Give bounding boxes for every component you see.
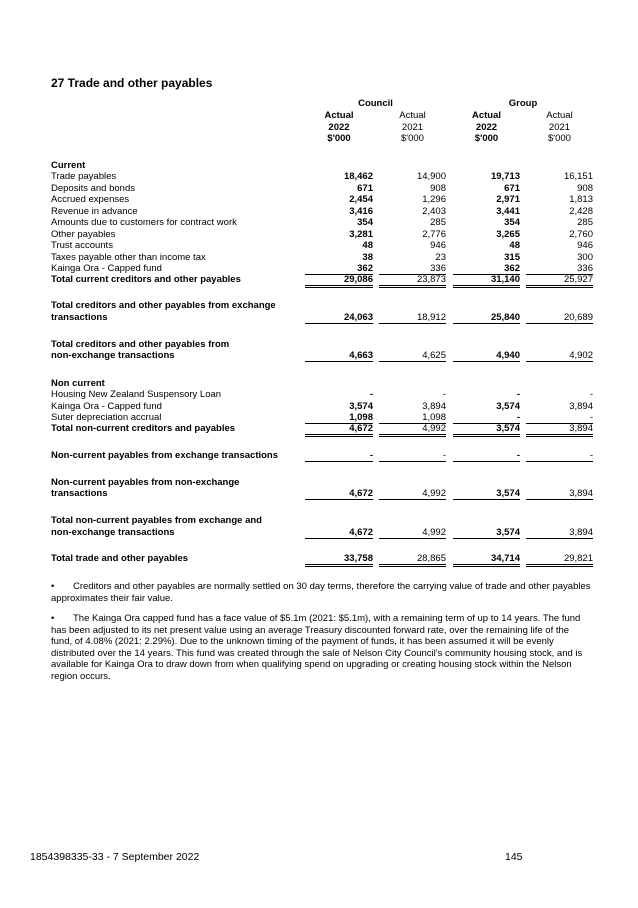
table-cell: 3,894 [526,527,593,539]
bullet-icon: • [51,581,55,592]
table-cell: 16,151 [563,171,593,182]
row-label: Kainga Ora - Capped fund [51,401,162,412]
table-cell: 4,992 [379,488,446,500]
table-cell: 31,140 [453,274,520,288]
council-group-header: Council [358,98,393,109]
table-row [0,477,638,488]
table-row [0,240,638,251]
row-label: transactions [51,488,108,499]
table-cell: 3,574 [453,527,520,539]
row-label: Total creditors and other payables from [51,339,230,350]
table-cell: 3,281 [349,229,373,240]
column-header-group-2022 [453,110,520,145]
row-label: non-exchange transactions [51,350,175,361]
table-row [0,160,638,171]
table-cell: 4,672 [305,488,373,500]
column-header-line: 2021 [548,121,571,133]
table-cell: 25,840 [453,312,520,324]
table-cell: 946 [430,240,446,251]
table-cell: 33,758 [305,553,373,567]
table-cell: 1,098 [305,412,373,424]
table-row [0,423,638,434]
table-cell: - [442,389,446,400]
row-label: Total creditors and other payables from exchange [51,300,276,311]
table-row [0,312,638,323]
column-header-line: $'000 [474,133,499,144]
table-cell: 19,713 [490,171,520,182]
note-text: The Kainga Ora capped fund has a face value of $5.1m (2021: $5.1m), with a remaining term of up to 14 years. The fund has been adjusted to its net present value using an average Treasury discounted forward rate, over the remaining life of the fund, of 4.08% (2021: 2.29%). Due to the unknown timing of the payment of funds, it has been assumed it will be evenly distributed over the 14 years. This fund was created through the sale of Nelson City Council's community housing stock, and is available for Kainga Ora to draw down from when qualifying spend on upgrading or creating housing stock within the Nelson region occurs. [51,613,583,682]
table-cell: - [589,389,593,400]
table-cell: 28,865 [379,553,446,567]
table-cell: 4,672 [305,423,373,437]
column-header-line: Actual [399,110,426,121]
section-heading: 27 Trade and other payables [51,76,213,90]
note-paragraph [51,613,591,683]
row-label: Current [51,160,86,171]
table-cell: - [369,389,373,400]
table-cell: 354 [504,217,520,228]
table-cell: 315 [504,252,520,263]
column-header-line: 2022 [475,121,498,133]
table-row [0,389,638,400]
table-cell: 4,992 [379,423,446,437]
table-row [0,229,638,240]
table-cell: 946 [577,240,593,251]
table-cell: 354 [357,217,373,228]
table-cell: - [526,450,593,462]
table-cell: 4,940 [453,350,520,362]
column-header-line: 2022 [328,121,350,133]
column-header-line: $'000 [548,133,571,144]
table-row [0,553,638,564]
table-row [0,450,638,461]
table-row [0,515,638,526]
bullet-icon: • [51,613,55,624]
table-cell: 34,714 [453,553,520,567]
table-cell: 18,462 [343,171,373,182]
row-label: Trade payables [51,171,117,182]
column-header-council-2021 [379,110,446,145]
table-row [0,527,638,538]
row-label: Total current creditors and other payables [51,274,241,285]
table-cell: 3,894 [422,401,446,412]
table-cell: 23,873 [379,274,446,288]
table-cell: 3,416 [349,206,373,217]
table-cell: - [305,450,373,462]
table-cell: 908 [430,183,446,194]
table-cell: 362 [305,263,373,275]
table-cell: 2,403 [422,206,446,217]
row-label: Deposits and bonds [51,183,135,194]
table-cell: 2,454 [349,194,373,205]
table-cell: 1,098 [379,412,446,424]
table-cell: 2,971 [496,194,520,205]
table-row [0,171,638,182]
row-label: Non-current payables from exchange transactions [51,450,279,461]
table-cell: 4,672 [305,527,373,539]
column-header-group-2021 [526,110,593,145]
table-cell: 18,912 [379,312,446,324]
table-row [0,252,638,263]
table-cell: - [379,450,446,462]
table-cell: 20,689 [526,312,593,324]
row-label: Amounts due to customers for contract work [51,217,237,228]
row-label: Suter depreciation accrual [51,412,162,423]
row-label: Accrued expenses [51,194,130,205]
page-number: 145 [505,851,523,863]
table-cell: - [453,412,520,424]
table-cell: 336 [379,263,446,275]
table-row [0,339,638,350]
note-paragraph [51,581,591,604]
table-cell: 3,574 [349,401,373,412]
table-row [0,206,638,217]
table-cell: 48 [362,240,373,251]
table-row [0,300,638,311]
table-row [0,412,638,423]
row-label: Non-current payables from non-exchange [51,477,240,488]
table-cell: 285 [577,217,593,228]
row-label: transactions [51,312,108,323]
table-cell: - [526,412,593,424]
row-label: Non current [51,378,105,389]
row-label: Revenue in advance [51,206,138,217]
table-row [0,263,638,274]
table-cell: 3,441 [496,206,520,217]
table-row [0,488,638,499]
table-cell: 3,265 [496,229,520,240]
column-header-council-2022 [305,110,373,145]
row-label: Housing New Zealand Suspensory Loan [51,389,222,400]
table-cell: 4,992 [379,527,446,539]
table-cell: 3,894 [526,488,593,500]
row-label: Total non-current creditors and payables [51,423,236,434]
table-cell: 23 [435,252,446,263]
table-cell: 14,900 [416,171,446,182]
column-header-line: $'000 [401,133,424,144]
table-cell: 2,760 [569,229,593,240]
table-row [0,183,638,194]
table-cell: 48 [509,240,520,251]
table-cell: 1,296 [422,194,446,205]
row-label: Trust accounts [51,240,113,251]
row-label: Total trade and other payables [51,553,189,564]
column-header-line: $'000 [327,133,351,144]
table-cell: 38 [362,252,373,263]
table-cell: 671 [504,183,520,194]
row-label: non-exchange transactions [51,527,175,538]
table-row [0,217,638,228]
table-cell: 3,894 [569,401,593,412]
table-row [0,350,638,361]
row-label: Total non-current payables from exchange and [51,515,262,526]
table-cell: 908 [577,183,593,194]
table-cell: 24,063 [305,312,373,324]
table-cell: 4,663 [305,350,373,362]
table-cell: 3,574 [496,401,520,412]
table-row [0,274,638,285]
table-row [0,194,638,205]
table-cell: 29,086 [305,274,373,288]
row-label: Kainga Ora - Capped fund [51,263,162,274]
group-group-header: Group [508,98,538,109]
column-header-line: Actual [546,110,573,121]
table-cell: 1,813 [569,194,593,205]
table-cell: 3,894 [526,423,593,437]
document-reference: 1854398335-33 - 7 September 2022 [30,851,200,863]
table-cell: 300 [577,252,593,263]
column-header-line: 2021 [401,121,424,133]
table-row [0,378,638,389]
table-cell: 362 [453,263,520,275]
table-cell: - [516,389,520,400]
note-text: Creditors and other payables are normally settled on 30 day terms, therefore the carrying value of trade and other payables approximates their fair value. [51,581,591,604]
column-header-line: Actual [324,110,354,121]
table-row [0,401,638,412]
table-cell: 336 [526,263,593,275]
row-label: Other payables [51,229,116,240]
table-cell: 25,927 [526,274,593,288]
column-header-line: Actual [471,110,502,121]
table-cell: 2,776 [422,229,446,240]
table-cell: 3,574 [453,423,520,437]
table-cell: 285 [430,217,446,228]
table-cell: 4,902 [526,350,593,362]
table-cell: 2,428 [569,206,593,217]
table-cell: 29,821 [526,553,593,567]
table-cell: 3,574 [453,488,520,500]
row-label: Taxes payable other than income tax [51,252,206,263]
table-cell: - [453,450,520,462]
table-cell: 671 [357,183,373,194]
table-cell: 4,625 [379,350,446,362]
